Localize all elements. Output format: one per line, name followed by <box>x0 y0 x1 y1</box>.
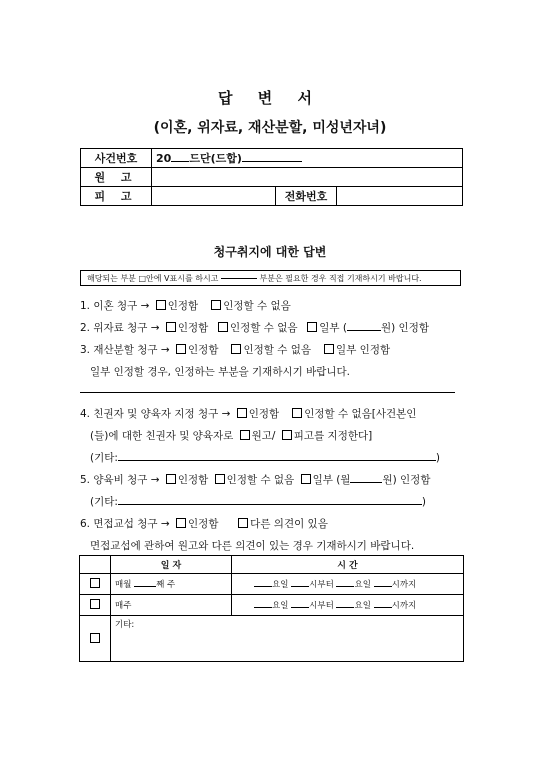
other-close: ) <box>435 452 441 464</box>
option-label: 인정함 <box>188 344 219 356</box>
visit-hour-field[interactable] <box>374 607 392 608</box>
visit-row-1-checkbox[interactable] <box>90 578 100 588</box>
visit-row-2-date <box>111 595 232 616</box>
checkbox-3-partial[interactable] <box>324 344 334 354</box>
visit-time-text: 시부터 <box>309 601 334 611</box>
option-label: (월 <box>336 474 351 486</box>
item-5-label: 5. 양육비 청구 → <box>80 474 160 486</box>
visit-row-1-date <box>111 574 232 595</box>
visit-date-text: 째 주 <box>156 580 176 590</box>
item-property <box>80 342 390 357</box>
option-label: 인정함 <box>188 518 219 530</box>
option-label: 인정함 <box>248 408 280 420</box>
custody-other-field[interactable] <box>118 460 436 461</box>
option-label: 일부 ( <box>319 322 347 334</box>
plaintiff-field[interactable] <box>152 168 463 187</box>
checkbox-2-disagree[interactable] <box>218 322 228 332</box>
item-4-other <box>90 450 440 465</box>
property-description-line[interactable] <box>80 392 455 393</box>
item-custody <box>80 406 416 421</box>
option-label: 인정함 <box>177 474 209 486</box>
item-6-note: 면접교섭에 관하여 원고와 다른 의견이 있는 경우 기재하시기 바랍니다. <box>90 540 415 552</box>
item-1-label: 1. 이혼 청구 → <box>80 300 150 312</box>
visitation-table <box>79 555 464 662</box>
item-4-text: (들)에 대한 친권자 및 양육자로 <box>90 430 234 442</box>
case-number-year: 20 <box>156 152 172 165</box>
visit-date-text: 매월 <box>115 580 132 590</box>
visit-date-text: 매주 <box>115 601 132 611</box>
table-row <box>80 616 464 662</box>
item-6-label: 6. 면접교섭 청구 → <box>80 518 170 530</box>
visit-day-field[interactable] <box>336 586 354 587</box>
visit-day-field[interactable] <box>254 586 272 587</box>
visit-time-text: 시부터 <box>309 580 334 590</box>
item-divorce <box>80 298 291 313</box>
visit-header-date: 일 자 <box>111 556 232 574</box>
visit-time-text: 요일 <box>354 580 371 590</box>
case-number-field[interactable] <box>152 149 463 168</box>
checkbox-3-disagree[interactable] <box>231 344 241 354</box>
visit-hour-field[interactable] <box>374 586 392 587</box>
option-label: 피고를 지정한다] <box>293 430 373 442</box>
checkbox-4-agree[interactable] <box>237 408 247 418</box>
option-label: 인정할 수 없음 <box>230 322 298 334</box>
visit-hour-field[interactable] <box>291 607 309 608</box>
checkbox-1-disagree[interactable] <box>211 300 221 310</box>
other-label: (기타: <box>90 452 118 464</box>
item-4-line2 <box>90 428 372 443</box>
item-visitation <box>80 516 328 531</box>
item-2-label: 2. 위자료 청구 → <box>80 322 160 334</box>
checkbox-3-agree[interactable] <box>176 344 186 354</box>
visit-time-text: 시까지 <box>391 601 417 611</box>
visit-day-field[interactable] <box>336 607 354 608</box>
checkbox-5-agree[interactable] <box>166 474 176 484</box>
option-label: 인정할 수 없음 <box>243 344 312 356</box>
checkbox-1-agree[interactable] <box>156 300 166 310</box>
visit-header-time: 시 간 <box>232 556 464 574</box>
document-subtitle: (이혼, 위자료, 재산분할, 미성년자녀) <box>153 120 387 136</box>
checkbox-6-agree[interactable] <box>176 518 186 528</box>
item-alimony <box>80 320 429 335</box>
option-label: 다른 의견이 있음 <box>250 518 328 530</box>
option-label: 원고/ <box>251 430 276 442</box>
document-title: 답 변 서 <box>218 89 322 107</box>
checkbox-6-other[interactable] <box>238 518 248 528</box>
notice-text-2: 부분은 필요한 경우 직접 기재하시기 바랍니다. <box>259 274 422 283</box>
item-4-label: 4. 친권자 및 양육자 지정 청구 → <box>80 408 231 420</box>
support-other-field[interactable] <box>118 504 422 505</box>
support-amount-field[interactable] <box>350 482 382 483</box>
case-number-type: 드단(드합) <box>189 152 242 165</box>
notice-text-1: 해당되는 부분 □안에 V표시를 하시고 <box>87 274 219 283</box>
visit-row-3-checkbox[interactable] <box>90 633 100 643</box>
plaintiff-label: 원 고 <box>81 168 152 187</box>
other-label: (기타: <box>90 496 118 508</box>
visit-time-text: 요일 <box>354 601 371 611</box>
notice-blank <box>221 278 257 279</box>
other-close: ) <box>421 496 427 508</box>
visit-day-field[interactable] <box>254 607 272 608</box>
checkbox-4-defendant[interactable] <box>282 430 292 440</box>
item-3-note: 일부 인정할 경우, 인정하는 부분을 기재하시기 바랍니다. <box>90 366 350 378</box>
option-label: 일부 인정함 <box>336 344 391 356</box>
visit-row-2-checkbox[interactable] <box>90 599 100 609</box>
visit-time-text: 요일 <box>272 601 289 611</box>
checkbox-2-agree[interactable] <box>166 322 176 332</box>
option-label: 원) 인정함 <box>382 474 431 486</box>
option-label: 인정할 수 없음 <box>226 474 295 486</box>
case-info-table <box>80 148 463 206</box>
instruction-box <box>80 270 461 286</box>
table-row <box>80 574 464 595</box>
checkbox-5-partial[interactable] <box>301 474 311 484</box>
visit-other-label: 기타: <box>115 620 135 630</box>
checkbox-4-disagree[interactable] <box>292 408 302 418</box>
item-child-support <box>80 472 430 487</box>
phone-label: 전화번호 <box>276 187 337 206</box>
alimony-amount-field[interactable] <box>347 330 381 331</box>
section-title: 청구취지에 대한 답변 <box>213 245 327 259</box>
visit-week-field[interactable] <box>134 586 156 587</box>
checkbox-4-plaintiff[interactable] <box>240 430 250 440</box>
table-row <box>80 595 464 616</box>
defendant-field[interactable] <box>152 187 276 206</box>
visit-time-text: 요일 <box>272 580 289 590</box>
phone-field[interactable] <box>337 187 463 206</box>
visit-row-2-time <box>232 595 464 616</box>
visit-hour-field[interactable] <box>291 586 309 587</box>
option-label: 인정함 <box>177 322 209 334</box>
checkbox-2-partial[interactable] <box>307 322 317 332</box>
visit-other-field[interactable] <box>111 616 464 662</box>
option-label: 일부 <box>312 474 333 486</box>
visit-time-text: 시까지 <box>391 580 417 590</box>
checkbox-5-disagree[interactable] <box>215 474 225 484</box>
option-label: 인정할 수 없음[사건본인 <box>304 408 417 420</box>
visit-row-1-time <box>232 574 464 595</box>
defendant-label: 피 고 <box>81 187 152 206</box>
case-number-label: 사건번호 <box>81 149 152 168</box>
option-label: 인정할 수 없음 <box>223 300 291 312</box>
visit-header-blank <box>80 556 111 574</box>
option-label: 인정함 <box>167 300 199 312</box>
item-3-label: 3. 재산분할 청구 → <box>80 344 170 356</box>
option-label: 원) 인정함 <box>380 322 429 334</box>
item-5-other <box>90 494 426 509</box>
